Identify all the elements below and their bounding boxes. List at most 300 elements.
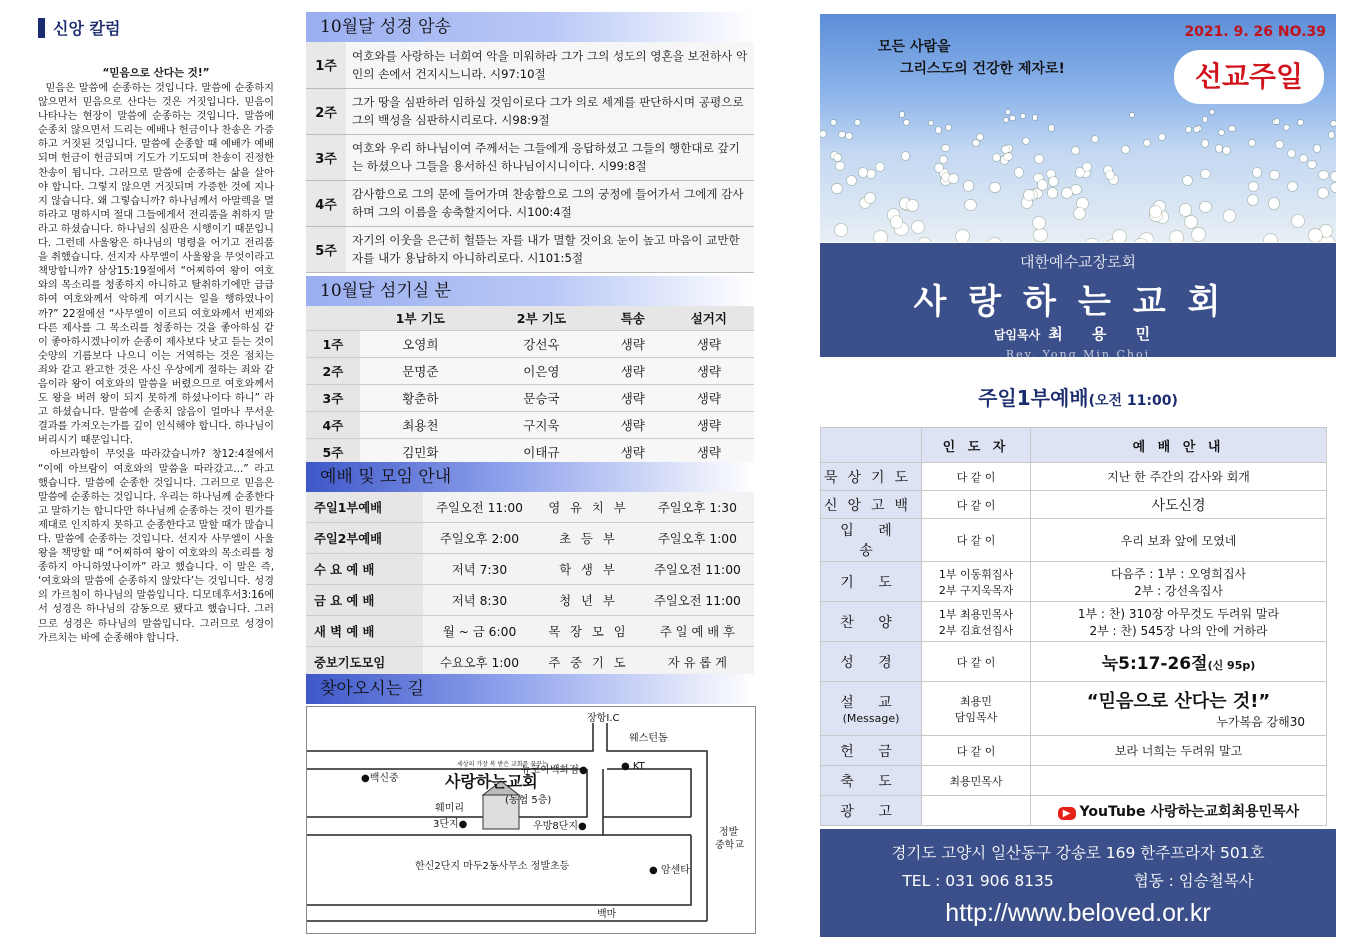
meeting-hour: 1:00 (491, 656, 520, 670)
pastor-role: 담임목사 (993, 328, 1041, 342)
servers-cell: 이은영 (481, 358, 602, 385)
servers-header: 2부 기도 (481, 306, 602, 331)
flower-icon (1308, 161, 1316, 169)
column-subtitle: “믿음으로 산다는 것!” (102, 67, 210, 79)
map-label: 우방8단지● (533, 821, 587, 832)
flower-icon (1021, 114, 1025, 118)
flower-icon (1269, 198, 1280, 209)
servers-cell: 생략 (664, 412, 754, 439)
servers-header: 1부 기도 (360, 306, 481, 331)
order-leader (922, 682, 1031, 736)
order-leader-line: 다 같 이 (956, 534, 996, 547)
meetings-title: 예배 및 모임 안내 (306, 462, 754, 492)
meeting-time (641, 554, 754, 585)
order-leader (922, 766, 1031, 796)
servers-row (306, 412, 754, 439)
meeting-time (641, 585, 754, 616)
order-header: 예 배 안 내 (1031, 428, 1327, 463)
servers-cell: 2주 (306, 358, 360, 385)
flower-icon (936, 127, 941, 132)
verse-week: 1주 (306, 42, 346, 88)
order-leader-line: 다 같 이 (956, 744, 996, 758)
flower-icon (942, 145, 949, 152)
flower-icon (1180, 204, 1191, 215)
order-item-label: 설 교 (840, 695, 902, 711)
flower-icon (831, 120, 836, 125)
meetings-table (306, 492, 754, 678)
flower-icon (1200, 202, 1211, 213)
flower-icon (1072, 147, 1079, 154)
flower-icon (1085, 239, 1099, 242)
flower-icon (946, 125, 951, 130)
flower-icon (1224, 210, 1236, 222)
servers-cell: 생략 (602, 358, 664, 385)
meeting-row (306, 523, 754, 554)
flower-icon (1048, 188, 1058, 198)
flower-icon (940, 156, 947, 163)
servers-header-row (306, 306, 754, 331)
flower-icon (1024, 190, 1034, 200)
service-time: (오전 11:00) (1088, 393, 1178, 409)
order-header-row (821, 428, 1327, 463)
flower-icon (1192, 228, 1205, 241)
slogan (878, 36, 1065, 80)
verse-row (306, 134, 754, 180)
meeting-row (306, 585, 754, 616)
meeting-day: 주 일 예 배 후 (659, 625, 735, 639)
order-item-sub: (Message) (842, 712, 900, 725)
flower-icon (1006, 110, 1010, 114)
flower-icon (835, 224, 848, 237)
order-leader (922, 796, 1031, 826)
meeting-name: 영 유 치 부 (536, 492, 641, 523)
flower-icon (929, 121, 934, 126)
order-item (821, 519, 922, 562)
flower-icon (839, 132, 845, 138)
title-bar-icon (38, 18, 45, 38)
order-detail (1031, 463, 1327, 491)
flower-icon (891, 216, 903, 228)
order-item (821, 766, 922, 796)
servers-cell: 생략 (602, 331, 664, 358)
verse-section (306, 12, 754, 273)
order-detail-line: 보라 너희는 두려워 말고 (1114, 744, 1243, 758)
flower-icon (912, 221, 924, 233)
verse-text: 감사함으로 그의 문에 들어가며 찬송함으로 그의 궁정에 들어가서 그에게 감사하며 그의 이름을 송축할지어다. 시100:4절 (346, 180, 754, 226)
pastor-english: Rev. Yong Min Choi (1005, 348, 1151, 361)
order-item-label: 찬 양 (840, 614, 902, 631)
flower-icon (1223, 147, 1230, 154)
address: 경기도 고양시 일산동구 강송로 169 한주프라자 501호 (891, 844, 1265, 862)
meeting-row (306, 616, 754, 647)
order-detail-line: 2부 : 강선옥집사 (1134, 583, 1223, 598)
verse-text: 자기의 이웃을 은근히 헐뜯는 자를 내가 멸할 것이요 눈이 높고 마음이 교만한 자를 내가 용납하지 아니하리로다. 시101:5절 (346, 226, 754, 272)
meeting-time (423, 554, 536, 585)
order-item-label: 축 도 (840, 773, 902, 790)
meeting-hour: 2:00 (491, 532, 520, 546)
flower-icon (846, 133, 852, 139)
meeting-name: 금 요 예 배 (306, 585, 423, 616)
flower-icon (1249, 182, 1258, 191)
flower-icon (1130, 113, 1134, 117)
order-row (821, 796, 1327, 826)
flower-icon (977, 134, 983, 140)
map-label: 3단지● (433, 819, 468, 830)
order-leader (922, 463, 1031, 491)
order-row (821, 519, 1327, 562)
order-leader-line: 최용민 (960, 694, 992, 708)
verse-text: 여호와를 사랑하는 너희여 악을 미워하라 그가 그의 성도의 영혼을 보전하사 악인의 손에서 건지시느니라. 시97:10절 (346, 42, 754, 88)
order-detail-line: 다음주 : 1부 : 오영희집사 (1110, 566, 1247, 581)
map-label: 중학교 (715, 840, 744, 851)
order-row (821, 682, 1327, 736)
order-item (821, 491, 922, 519)
order-detail (1031, 642, 1327, 682)
church-name: 사랑하는교회 (913, 282, 1243, 322)
order-detail (1031, 519, 1327, 562)
order-detail-line: 지난 한 주간의 감사와 회개 (1107, 470, 1250, 484)
servers-header: 특송 (602, 306, 664, 331)
flower-icon (1122, 146, 1129, 153)
order-item-label: 신앙고백 (823, 497, 919, 514)
flower-icon (1002, 146, 1009, 153)
flower-icon (1015, 168, 1023, 176)
flower-icon (855, 120, 860, 125)
flower-icon (902, 152, 909, 159)
flower-icon (904, 120, 909, 125)
youtube-icon: ▶ (1058, 807, 1076, 820)
order-leader-line: 2부 구지욱목자 (938, 583, 1014, 597)
map-label: 뉴코아백화점● (521, 765, 588, 776)
flower-icon (1092, 136, 1098, 142)
order-detail (1031, 796, 1327, 826)
order-detail-line: 2부 : 찬) 545장 나의 안에 거하라 (1089, 623, 1268, 638)
contact-line (820, 869, 1336, 891)
order-item-label: 기 도 (840, 574, 902, 591)
flower-icon (874, 231, 887, 242)
order-item-label: 성 경 (840, 654, 902, 671)
order-row (821, 562, 1327, 602)
order-leader-line: 다 같 이 (956, 655, 996, 669)
flower-icon (1216, 145, 1223, 152)
slogan-line: 그리스도의 건강한 제자로! (900, 61, 1065, 77)
order-detail-line: 1부 : 찬) 310장 아무것도 두려워 말라 (1077, 606, 1280, 621)
telephone: TEL : 031 906 8135 (902, 872, 1054, 890)
order-header: 인 도 자 (922, 428, 1031, 463)
verse-text: 여호와 우리 하나님이여 주께서는 그들에게 응답하셨고 그들의 행한대로 갚기는 하셨으나 그들을 용서하신 하나님이시니이다. 시99:8절 (346, 134, 754, 180)
flower-icon (1170, 231, 1183, 242)
verse-week: 4주 (306, 180, 346, 226)
meeting-time (423, 523, 536, 554)
servers-cell: 생략 (664, 439, 754, 466)
service-title (820, 382, 1336, 411)
flower-icon (1010, 116, 1015, 121)
flower-icon (865, 193, 875, 203)
order-item-label: 묵상기도 (823, 469, 919, 486)
flower-icon (1185, 216, 1197, 228)
servers-cell: 강선옥 (481, 331, 602, 358)
meeting-day: 주일오후 (657, 501, 706, 515)
meeting-day: 저녁 (451, 594, 476, 608)
order-row (821, 736, 1327, 766)
flower-icon (1276, 141, 1282, 147)
flower-icon (1229, 126, 1234, 131)
servers-title: 10월달 섬기실 분 (306, 276, 754, 306)
order-leader-line: 1부 이동휘집사 (938, 567, 1014, 581)
slogan-line: 모든 사람을 (878, 39, 951, 55)
flower-icon (1004, 153, 1011, 160)
map-roads (307, 707, 755, 933)
servers-cell: 황춘하 (360, 385, 481, 412)
meeting-name: 주 중 기 도 (536, 647, 641, 678)
meeting-name: 주일2부예배 (306, 523, 423, 554)
flower-icon (1004, 118, 1009, 123)
order-item (821, 463, 922, 491)
meeting-day: 주일오전 (653, 594, 702, 608)
servers-cell: 문명준 (360, 358, 481, 385)
order-row (821, 766, 1327, 796)
order-detail-line: “믿음으로 산다는 것!” (1086, 691, 1271, 712)
bulletin-theme: 선교주일 (1174, 50, 1324, 104)
meeting-day: 자 유 롭 게 (667, 656, 728, 670)
pastor-line (820, 323, 1336, 344)
meeting-hour: 7:30 (479, 563, 508, 577)
flower-icon (964, 181, 973, 190)
flower-icon (1106, 171, 1115, 180)
flower-icon (1159, 134, 1165, 140)
flower-icon (1083, 163, 1091, 171)
flower-icon (1201, 170, 1210, 179)
flower-icon (1194, 127, 1199, 132)
map-title: 찾아오시는 길 (306, 674, 754, 704)
order-item (821, 642, 922, 682)
bulletin-date: 2021. 9. 26 NO.39 (1184, 24, 1326, 40)
order-detail-line: 사도신경 (1151, 497, 1206, 514)
order-header (821, 428, 922, 463)
flower-icon (1309, 229, 1322, 242)
order-leader-line: 2부 김효선집사 (938, 623, 1014, 637)
flower-icon (847, 176, 856, 185)
meeting-name: 중보기도모임 (306, 647, 423, 678)
flower-icon (1203, 117, 1208, 122)
order-detail-note: 누가복음 강해30 (1216, 715, 1305, 729)
flower-icon (1329, 132, 1335, 138)
map-section (306, 674, 754, 704)
flower-icon (1318, 188, 1328, 198)
order-detail-line: 눅5:17-26절 (1101, 654, 1208, 674)
meeting-time (423, 585, 536, 616)
verse-row (306, 42, 754, 88)
order-row (821, 642, 1327, 682)
flower-icon (1298, 120, 1303, 125)
order-leader-line: 다 같 이 (956, 470, 996, 484)
order-leader-line: 담임목사 (954, 710, 998, 724)
flower-icon (900, 112, 904, 116)
flower-icon (1062, 188, 1072, 198)
meeting-day: 주일오전 (653, 563, 702, 577)
verse-row (306, 88, 754, 134)
flower-icon (1248, 195, 1258, 205)
flower-icon (1284, 125, 1289, 130)
verse-table (306, 42, 754, 273)
servers-header: 설거지 (664, 306, 754, 331)
order-leader-line: 다 같 이 (956, 498, 996, 512)
order-detail (1031, 562, 1327, 602)
map-label: ● KT (621, 761, 645, 772)
flower-icon (1113, 230, 1126, 242)
map-label: 장항I.C (587, 713, 620, 724)
servers-row (306, 358, 754, 385)
order-leader (922, 491, 1031, 519)
flower-icon (1314, 145, 1321, 152)
map-label: 세상의 가장 복 받은 교회를 꿈꾸는 (457, 761, 548, 768)
meetings-section (306, 462, 754, 678)
servers-cell: 3주 (306, 385, 360, 412)
meeting-time (641, 523, 754, 554)
flower-icon (993, 154, 1000, 161)
flower-icon (907, 200, 918, 211)
hero-banner (820, 14, 1336, 242)
map-label: 훼미리 (435, 803, 464, 814)
meeting-day: 월 ~ 금 (442, 625, 485, 639)
order-item-label: 광 고 (840, 803, 902, 820)
servers-cell: 생략 (664, 331, 754, 358)
denomination: 대한예수교장로회 (1020, 253, 1136, 271)
servers-cell: 구지욱 (481, 412, 602, 439)
map-label: 웨스턴돔 (629, 733, 668, 744)
flower-icon (1253, 168, 1261, 176)
order-leader (922, 519, 1031, 562)
meeting-row (306, 554, 754, 585)
flower-icon (1049, 125, 1054, 130)
pastor-name: 최 용 민 (1048, 325, 1163, 343)
youtube-wordmark: YouTube (1079, 803, 1146, 820)
verse-row (306, 226, 754, 272)
faith-column (38, 16, 274, 646)
service-name: 주일1부예배 (978, 386, 1089, 410)
servers-cell: 생략 (602, 439, 664, 466)
map-label: (농협 5층) (505, 795, 552, 806)
map-church-name: 사랑하는교회 (445, 772, 538, 791)
servers-cell: 생략 (664, 358, 754, 385)
meeting-name: 새 벽 예 배 (306, 616, 423, 647)
flower-icon (988, 238, 1002, 242)
meeting-hour: 6:00 (488, 625, 517, 639)
verse-week: 2주 (306, 88, 346, 134)
meeting-time (423, 492, 536, 523)
meeting-time (423, 647, 536, 678)
map-label: ● 암센타 (649, 865, 690, 876)
servers-cell: 문승국 (481, 385, 602, 412)
flower-icon (1033, 115, 1037, 119)
servers-table (306, 306, 754, 466)
map-label: ●백신중 (361, 773, 399, 784)
servers-row (306, 385, 754, 412)
meeting-row (306, 492, 754, 523)
flower-icon (1275, 119, 1280, 124)
meeting-name: 청 년 부 (536, 585, 641, 616)
order-detail (1031, 602, 1327, 642)
order-item-label: 입 례 송 (840, 523, 902, 559)
meeting-day: 수요오후 (440, 656, 488, 670)
church-banner (820, 243, 1336, 361)
meeting-hour: 1:30 (709, 501, 737, 515)
meeting-time (423, 616, 536, 647)
order-leader-line: 1부 최용민목사 (938, 607, 1014, 621)
servers-cell: 최용천 (360, 412, 481, 439)
flower-icon (965, 200, 976, 211)
co-pastor: 협동 : 임승철목사 (1133, 872, 1254, 890)
order-row (821, 491, 1327, 519)
flower-icon (1300, 155, 1307, 162)
flower-icon (1074, 208, 1085, 219)
meeting-name: 주일1부예배 (306, 492, 423, 523)
flower-icon (1249, 140, 1255, 146)
flower-icon (820, 131, 826, 137)
flower-icon (832, 184, 842, 194)
flower-icon (1319, 171, 1328, 180)
meeting-hour: 11:00 (705, 594, 741, 608)
meeting-time (641, 616, 754, 647)
servers-cell: 이태규 (481, 439, 602, 466)
meeting-hour: 11:00 (487, 501, 524, 515)
flower-icon (1071, 185, 1081, 195)
flower-icon (1186, 127, 1191, 132)
order-detail (1031, 682, 1327, 736)
flower-icon (859, 168, 867, 176)
verse-text: 그가 땅을 심판하러 임하실 것임이로다 그가 의로 세계를 판단하시며 공평으로 그의 백성을 심판하시리로다. 시98:9절 (346, 88, 754, 134)
order-item (821, 736, 922, 766)
flower-icon (1210, 110, 1214, 114)
website-link[interactable]: http://www.beloved.or.kr (945, 899, 1211, 927)
meeting-day: 주일오후 (657, 532, 706, 546)
servers-section (306, 276, 754, 466)
flower-icon (1183, 176, 1192, 185)
meeting-day: 저녁 (451, 563, 476, 577)
flower-icon (1331, 121, 1336, 126)
order-leader (922, 562, 1031, 602)
flower-icon (1292, 215, 1304, 227)
meeting-hour: 1:00 (709, 532, 737, 546)
meeting-day: 주일오후 (440, 532, 488, 546)
verse-week: 5주 (306, 226, 346, 272)
flower-icon (1038, 180, 1047, 189)
servers-cell: 생략 (664, 385, 754, 412)
order-detail-line: 우리 보좌 앞에 모였네 (1120, 533, 1237, 548)
flower-icon (949, 174, 958, 183)
footer (820, 829, 1336, 937)
flower-icon (1331, 183, 1336, 192)
map-label: 한신2단지 마두2동사무소 정발초등 (415, 861, 570, 872)
servers-header (306, 306, 360, 331)
flower-icon (1034, 229, 1047, 242)
servers-cell: 4주 (306, 412, 360, 439)
order-item (821, 682, 922, 736)
servers-row (306, 331, 754, 358)
order-detail (1031, 491, 1327, 519)
flower-icon (935, 164, 943, 172)
flower-icon (1288, 150, 1295, 157)
servers-cell: 1주 (306, 331, 360, 358)
flower-icon (1270, 171, 1279, 180)
verse-title: 10월달 성경 암송 (306, 12, 754, 42)
meeting-name: 수 요 예 배 (306, 554, 423, 585)
order-row (821, 463, 1327, 491)
flower-icon (973, 140, 979, 146)
servers-cell: 생략 (602, 385, 664, 412)
order-detail-text: 사랑하는교회최용민목사 (1150, 803, 1300, 820)
servers-cell: 오영희 (360, 331, 481, 358)
